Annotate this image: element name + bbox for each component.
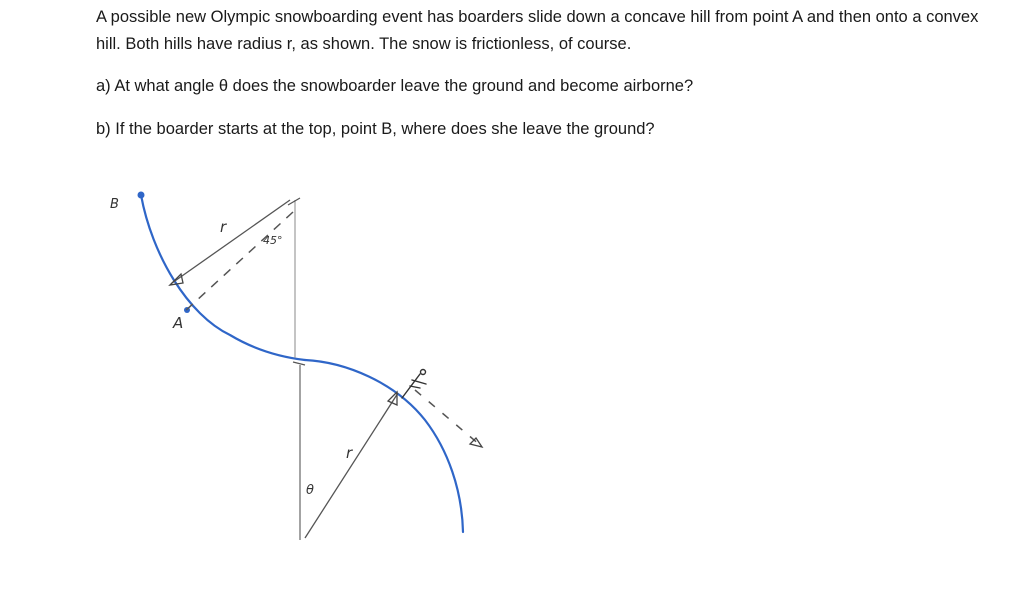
label-point-a: A — [173, 314, 184, 332]
airborne-trajectory — [415, 390, 480, 445]
question-b: b) If the boarder starts at the top, point B, where does she leave the ground? — [96, 120, 655, 138]
lower-radius-line — [305, 393, 398, 538]
snowboarder-figure — [402, 370, 426, 399]
lower-tick — [293, 362, 305, 365]
question-a: a) At what angle θ does the snowboarder leave the ground and become airborne? — [96, 77, 694, 95]
convex-hill-curve — [305, 360, 463, 532]
lower-radius-arrow — [388, 392, 397, 405]
label-angle-45: 45° — [263, 234, 283, 247]
label-point-b: B — [110, 197, 119, 212]
label-theta: θ — [306, 483, 314, 498]
label-radius-bottom: r — [346, 444, 353, 462]
trajectory-arrow — [470, 438, 482, 447]
point-b-dot — [138, 192, 145, 199]
problem-intro: A possible new Olympic snowboarding event has boarders slide down a concave hill from point A and then onto a convex hill. Both hills have radius r, as shown. The snow is frictionless, of course. — [96, 8, 979, 53]
upper-tick — [288, 198, 300, 205]
label-radius-top: r — [220, 218, 227, 236]
dashed-radius-to-a — [183, 212, 293, 313]
